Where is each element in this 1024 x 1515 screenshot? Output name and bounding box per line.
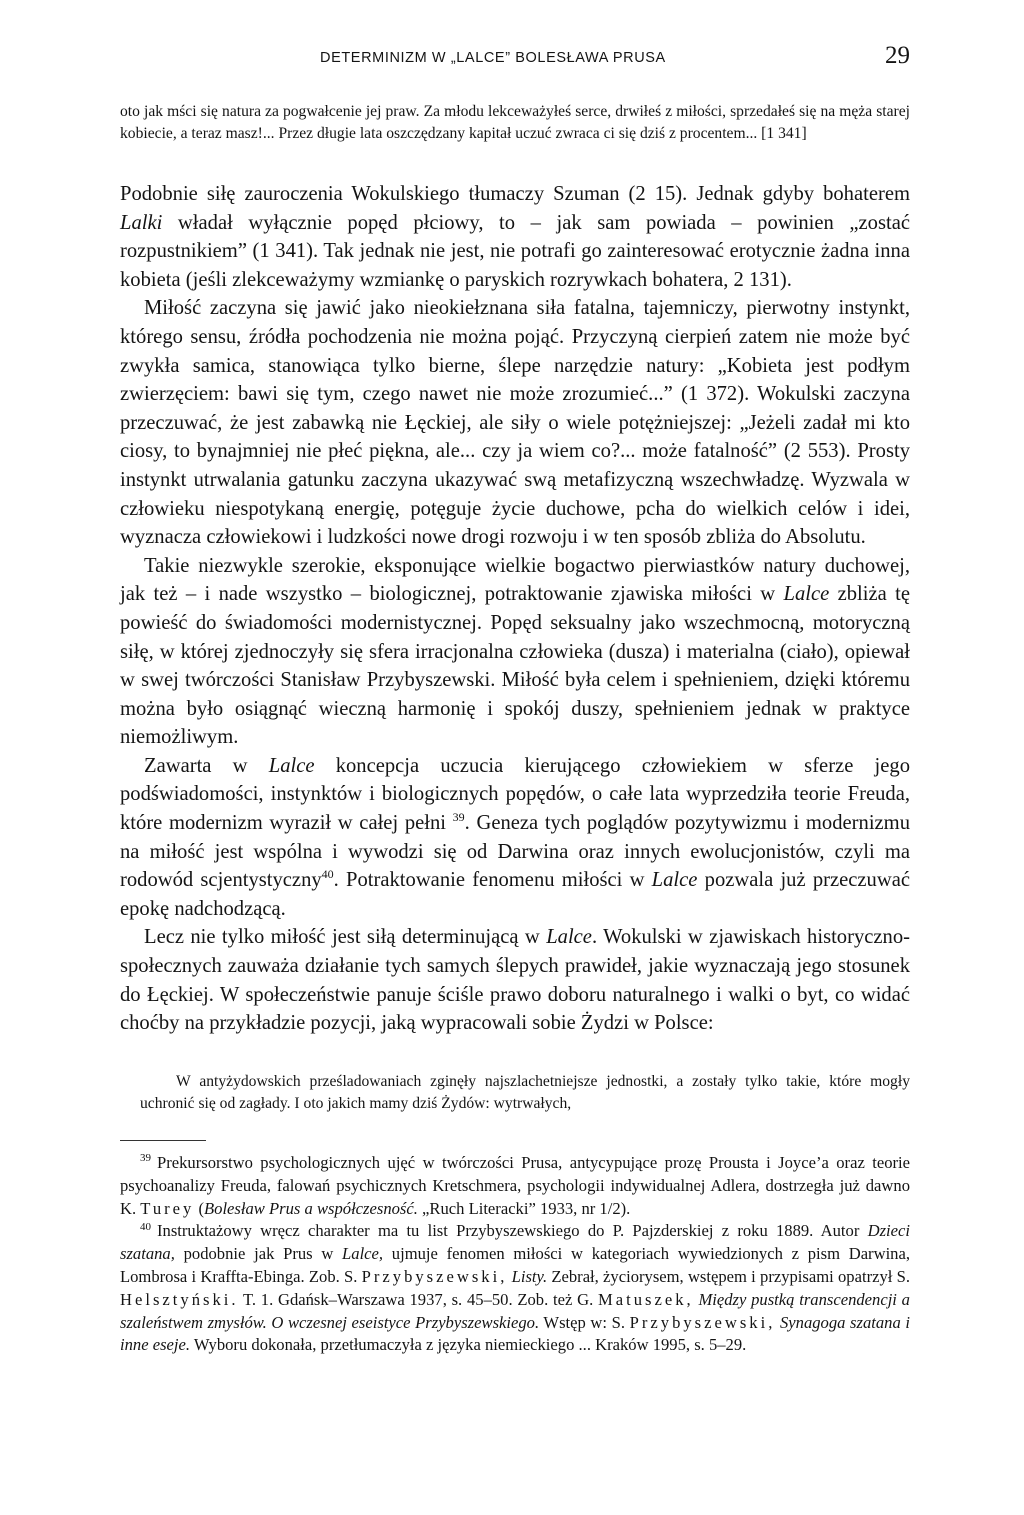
paragraph-1: Podobnie siłę zauroczenia Wokulskiego tłumaczy Szuman (2 15). Jednak gdyby bohaterem Lalki władał wyłącznie popęd płciowy, to – jak sam powiada – powinien „zostać rozpustnikiem” (1 341). Tak jednak nie jest, nie potrafi go zainteresować erotycznie żadna inna kobieta (jeśli zlekceważymy wzmiankę o paryskich rozrywkach bohatera, 2 131). [120, 183, 910, 291]
running-head [120, 44, 910, 74]
footnote-ref-40[interactable]: 40 [321, 867, 334, 882]
block-quote-2: W antyżydowskich prześladowaniach zginęły najszlachetniejsze jednostki, a zostały tylko takie, które mogły uchronić się od zagłady. I oto jakich mamy dziś Żydów: wytrwałych, [140, 1073, 910, 1113]
footnote-divider [120, 1140, 206, 1141]
running-title: DETERMINIZM W „LALCE” BOLESŁAWA PRUSA [320, 50, 666, 66]
page-number: 29 [885, 42, 910, 69]
footnote-number: 40 [140, 1220, 151, 1233]
paragraph-5: Lecz nie tylko miłość jest siłą determinującą w Lalce. Wokulski w zjawiskach historyczno-społecznych zauważa działanie tych samych ślepych prawideł, jakie wyznaczają jego stosunek do Łęckiej. W społeczeństwie panuje ściśle prawo doboru naturalnego i walki o byt, co widać choćby na przykładzie pozycji, jaką wypracowali sobie Żydzi w Polsce: [120, 926, 910, 1035]
block-quote-1: oto jak mści się natura za pogwałcenie jej praw. Za młodu lekceważyłeś serce, drwiłeś z miłości, sprzedałeś się na męża starej kobiecie, a teraz masz!... Przez długie lata oszczędzany kapitał uczuć zwraca ci się dziś z procentem... [1 341] [120, 103, 910, 143]
paragraph-2: Miłość zaczyna się jawić jako nieokiełznana siła fatalna, tajemniczy, pierwotny instynkt, którego sensu, źródła pochodzenia nie można pojąć. Przyczyną cierpień zatem nie może być zwykła samica, stanowiąca tylko bierne, ślepe narzędzie natury: „Kobieta jest podłym zwierzęciem: bawi się tym, czego nawet nie może zrozumieć...” (1 372). Wokulski zaczyna przeczuwać, że jest zabawką nie Łęckiej, ale siły o wiele potężniejszej: „Jeżeli zadał mi kto ciosy, to bynajmniej nie płeć piękna, ale... czy ja wiem co?... może fatalność” (2 553). Prosty instynkt utrwalania gatunku zaczyna ukazywać swą metafizyczną wszechwładzę. Wyzwala w człowieku niespotykaną energię, potęguje życie duchowe, pcha do wielkich celów i idei, wyznacza człowiekowi i ludzkości nowe drogi rozwoju i w ten sposób zbliża do Absolutu. [120, 297, 910, 549]
main-text [120, 180, 910, 1038]
footnote-39: $^{39}$ Prekursorstwo psychologicznych ujęć w twórczości Prusa, antycypujące prozę Prousta i Joyce’a oraz teorie psychoanalizy Freuda, falowań psychicznych Kretschmera, psychologii indywidualnej Adlera, dostrzegła już dawno K. Turey (Bolesław Prus a współczesność. „Ruch Literacki” 1933, nr 1/2). [120, 1152, 910, 1218]
footnote-ref-39[interactable]: 39 [452, 810, 465, 825]
footnote-40: $^{40}$ Instruktażowy wręcz charakter ma tu list Przybyszewskiego do P. Pajzderskiej z roku 1889. Autor Dzieci szatana, podobnie jak Prus w Lalce, ujmuje fenomen miłości w kategoriach wywiedzionych z pism Darwina, Lombrosa i Kraffta-Ebinga. Zob. S. Przybyszewski, Listy. Zebrał, życiorysem, wstępem i przypisami opatrzył S. Helsztyński. T. 1. Gdańsk–Warszawa 1937, s. 45–50. Zob. też G. Matuszek, Między pustką transcendencji a szaleństwem zmysłów. O wczesnej eseistyce Przybyszewskiego. Wstęp w: S. Przybyszewski, Synagoga szatana i inne eseje. Wyboru dokonała, przetłumaczyła z języka niemieckiego ... Kraków 1995, s. 5–29. [120, 1220, 910, 1355]
footnotes [120, 1152, 910, 1357]
paragraph-4: Zawarta w Lalce koncepcja uczucia kierującego człowiekiem w sferze jego podświadomości, instynktów i biologicznych popędów, o całe lata wyprzedziła teorie Freuda, które modernizm wyraził w całej pełni $^{39}$. Geneza tych poglądów pozytywizmu i modernizmu na miłość jest wspólna i wywodzi się od Darwina oraz innych ewolucjonistów, czyli ma rodowód scjentystyczny$^{40}$. Potraktowanie fenomenu miłości w Lalce pozwala już przeczuwać epokę nadchodzącą. [120, 754, 910, 920]
paragraph-3: Takie niezwykle szerokie, eksponujące wielkie bogactwo pierwiastków natury duchowej, jak też – i nade wszystko – biologicznej, potraktowanie zjawiska miłości w Lalce zbliża tę powieść do świadomości modernistycznej. Popęd seksualny jako wszechmocną, motoryczną siłę, w której zjednoczyły się sfera irracjonalna człowieka (dusza) i materialna (ciało), opiewał w swej twórczości Stanisław Przybyszewski. Miłość była celem i spełnieniem, dzięki któremu można było osiągnąć wieczną harmonię i spokój duszy, spełnieniem jednak w praktyce niemożliwym. [120, 554, 910, 749]
footnote-number: 39 [140, 1152, 151, 1165]
